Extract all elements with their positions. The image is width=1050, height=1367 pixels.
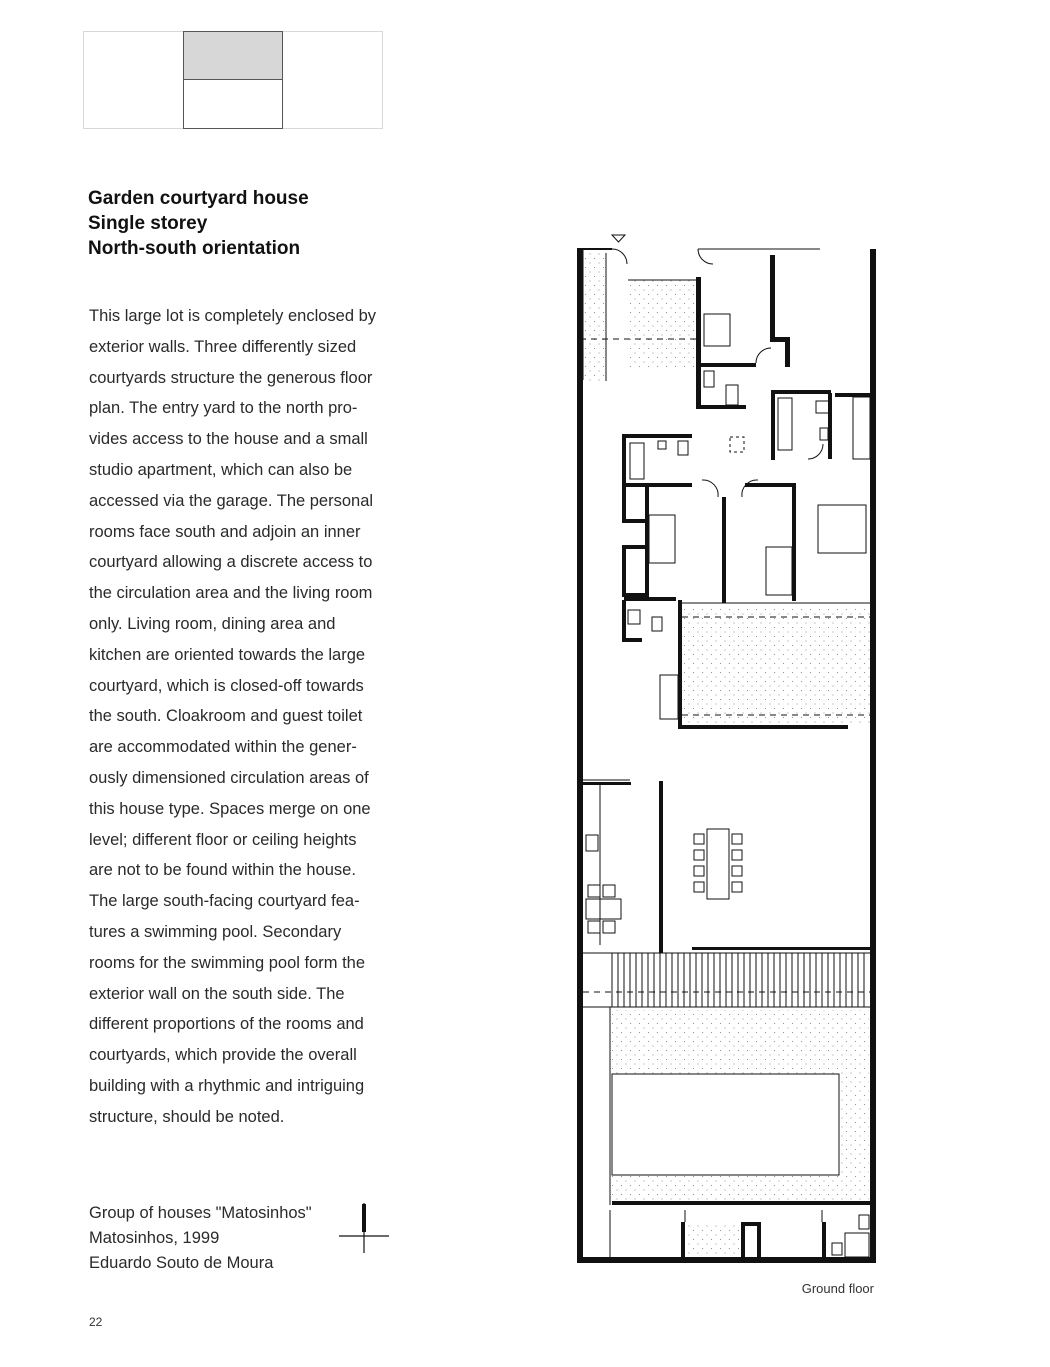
body-line: plan. The entry yard to the north pro-	[89, 399, 358, 418]
body-line: accessed via the garage. The personal	[89, 491, 374, 510]
key-cell-highlighted	[183, 31, 283, 80]
body-line: are not to be found within the house.	[89, 861, 356, 880]
body-line: rooms face south and adjoin an inner	[89, 522, 361, 541]
body-line: level; different floor or ceiling heights	[89, 830, 357, 849]
body-line: courtyard, which is closed-off towards	[89, 676, 364, 695]
body-line: this house type. Spaces merge on one	[89, 799, 371, 818]
body-line: different proportions of the rooms and	[89, 1015, 364, 1034]
body-line: building with a rhythmic and intriguing	[89, 1076, 365, 1095]
body-line: The large south-facing courtyard fea-	[89, 892, 360, 911]
key-cell-left	[83, 31, 184, 129]
body-text	[89, 301, 376, 1133]
body-line: exterior walls. Three differently sized	[89, 337, 357, 356]
heading-title: Garden courtyard house	[88, 188, 309, 209]
heading-block	[88, 186, 309, 261]
body-line: only. Living room, dining area and	[89, 614, 336, 633]
body-line: courtyards, which provide the overall	[89, 1046, 357, 1065]
body-line: ously dimensioned circulation areas of	[89, 768, 369, 787]
body-line: tures a swimming pool. Secondary	[89, 922, 342, 941]
page-number: 22	[89, 1315, 103, 1329]
body-line: courtyards structure the generous floor	[89, 368, 373, 387]
body-line: rooms for the swimming pool form the	[89, 953, 366, 972]
body-line: vides access to the house and a small	[89, 430, 368, 449]
body-line: courtyard allowing a discrete access to	[89, 553, 373, 572]
north-arrow-icon	[336, 1201, 392, 1257]
credits	[89, 1201, 312, 1276]
body-line: studio apartment, which can also be	[89, 460, 353, 479]
credit-place-year: Matosinhos, 1999	[89, 1229, 220, 1247]
plan-caption: Ground floor	[801, 1281, 874, 1296]
body-line: are accommodated within the gener-	[89, 738, 357, 757]
body-line: kitchen are oriented towards the large	[89, 645, 366, 664]
body-line: the circulation area and the living room	[89, 584, 373, 603]
key-diagram	[83, 31, 383, 129]
credit-architect: Eduardo Souto de Moura	[89, 1254, 274, 1272]
body-line: This large lot is completely enclosed by	[89, 307, 377, 325]
key-cell-bottom	[183, 80, 283, 129]
body-line: structure, should be noted.	[89, 1107, 285, 1126]
floor-plan-drawing	[570, 225, 890, 1270]
credit-project: Group of houses "Matosinhos"	[89, 1204, 312, 1222]
heading-storey: Single storey	[88, 213, 208, 234]
body-line: exterior wall on the south side. The	[89, 984, 345, 1003]
key-cell-right	[282, 31, 383, 129]
heading-orientation: North-south orientation	[88, 238, 301, 259]
body-line: the south. Cloakroom and guest toilet	[89, 707, 363, 726]
